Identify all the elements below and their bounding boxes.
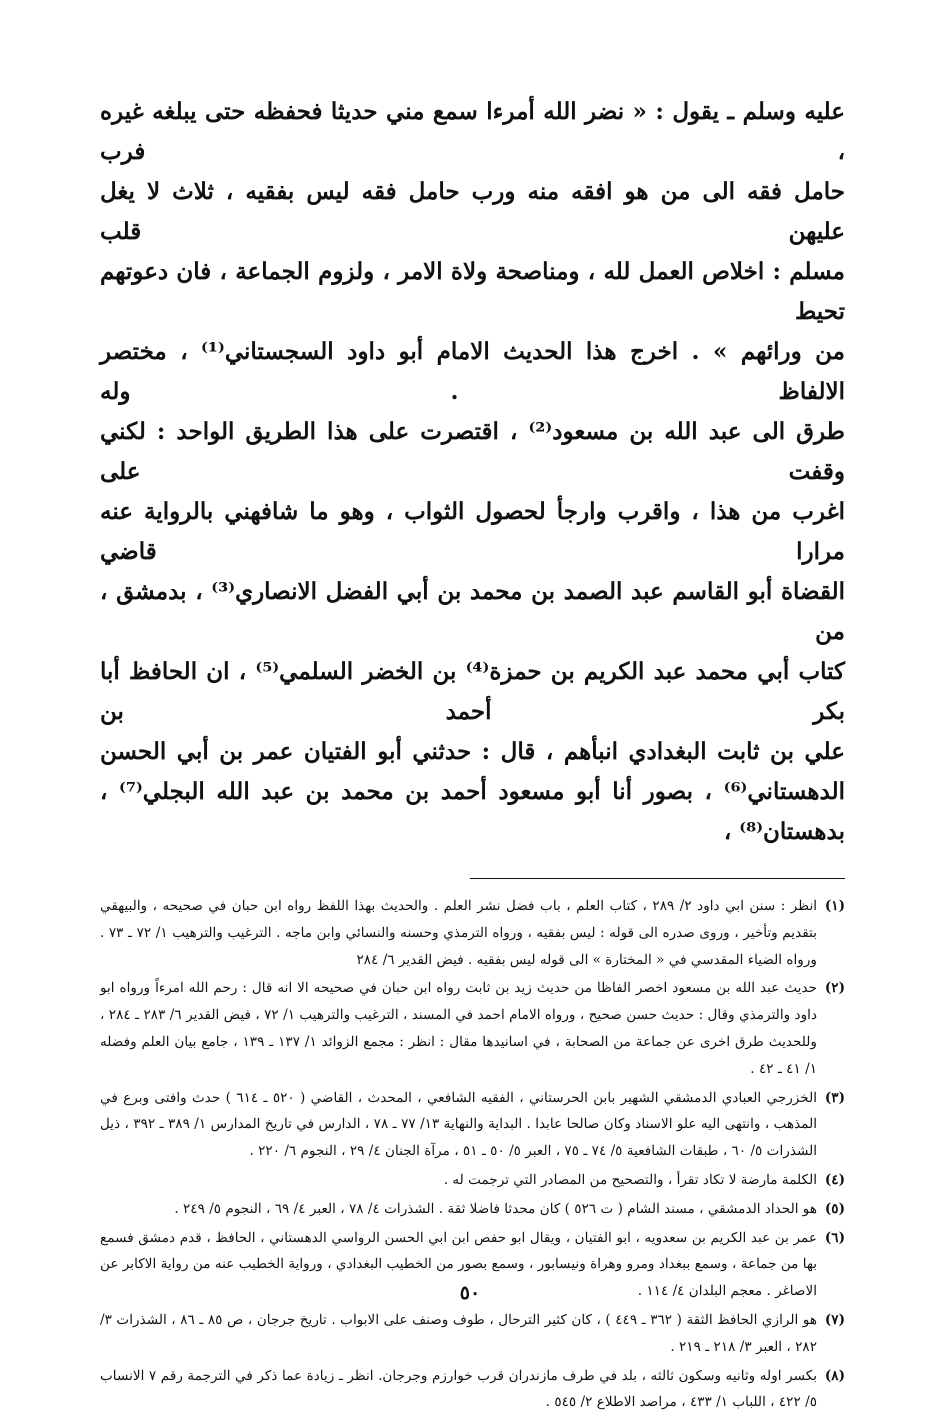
footnote-number: (١) [824,898,845,914]
footnote-number: (٢) [824,980,845,997]
body-line: كتاب أبي محمد عبد الكريم بن حمزة⁽⁴⁾ بن الخضر السلمي⁽⁵⁾ ، ان الحافظ أبا بكر أحمد بن [100,658,846,725]
footnote-text: حديث عبد الله بن مسعود اخصر الفاظا من حديث زيد بن ثابت رواه ابن حبان في صحيحه الا انه قال : رحم الله امرءاً ورواه ابو داود والترمذي وقال : حديث حسن صحيح ، ورواه الامام احمد في المسند ، الترغيب والترهيب ١/ ٧٢ ، فيض القدير ٦/ ٢٨٣ ـ ٢٨٤ ، وللحديث طرق اخرى عن جماعة من الصحابة ، في اسانيدها مقال : انظر : مجمع الزوائد ١/ ١٣٧ ـ ١٣٩ ، جامع بيان العلم وفضله ١/ ٤١ ـ ٤٢ . [100,980,818,1077]
body-line: علي بن ثابت البغدادي انبأهم ، قال : حدثني أبو الفتيان عمر بن أبي الحسن [100,738,845,765]
body-line: الدهستاني⁽⁶⁾ ، بصور أنا أبو مسعود أحمد بن محمد بن عبد الله البجلي⁽⁷⁾ ، بدهستان⁽⁸⁾ ، [100,778,846,845]
body-line: عليه وسلم ـ يقول : « نضر الله أمرءا سمع مني حديثا فحفظه حتى يبلغه غيره ، فرب [100,98,845,165]
footnote-text: هو الحداد الدمشقي ، مسند الشام ( ت ٥٢٦ ) كان محدثا فاضلا ثقة . الشذرات ٤/ ٧٨ ، العبر ٤/ ٦٩ ، النجوم ٥/ ٢٤٩ . [174,1200,817,1217]
footnote-number: (٨) [824,1367,845,1384]
footnote-text: انظر : سنن ابي داود ٢/ ٢٨٩ ، كتاب العلم ، باب فضل نشر العلم . والحديث بهذا اللفظ رواه ابن حبان في صحيحه ، والبيهقي بتقديم وتأخير ، وروى صدره الى قوله : ليس بفقيه ، ورواه الترمذي وحسنه والنسائي وابن ماجه . الترغيب والترهيب ١/ ٧٢ ـ ٧٣ . ورواه الضياء المقدسي في « المختارة » الى قوله ليس بفقيه . فيض القدير ٦/ ٢٨٤ [100,898,818,968]
footnote-1 [100,893,845,973]
footnote-number: (٤) [824,1171,845,1188]
footnote-divider [470,878,845,879]
main-text [100,92,845,852]
footnote-number: (٣) [824,1089,845,1106]
footnote-text: الخزرجي العبادي الدمشقي الشهير بابن الحرستاني ، الفقيه الشافعي ، المحدث ، القاضي ( ٥٢٠ ـ ٦١٤ ) حدث وافتى وبرع في المذهب ، وانتهى اليه علو الاسناد وكان صالحا عابدا . البداية والنهاية ١٣/ ٧٧ ـ ٧٨ ، الدارس في تاريخ المدارس ١/ ٣٨٩ ـ ٣٩٢ ، ذيل الشذرات ٥/ ٦٠ ، طبقات الشافعية ٥/ ٧٤ ـ ٧٥ ، العبر ٥/ ٥٠ ـ ٥١ ، مرآة الجنان ٤/ ٢٩ ، النجوم ٦/ ٢٢٠ . [100,1089,818,1160]
footnote-8 [100,1363,845,1417]
footnote-text: بكسر اوله وثانيه وسكون ثالثه ، بلد في طرف مازندران قرب خوارزم وجرجان. انظر ـ زيادة عما ذكر في الترجمة رقم ٧ الانساب ٥/ ٤٢٢ ، اللباب ١/ ٤٣٣ ، مراصد الاطلاع ٢/ ٥٤٥ . [100,1367,817,1411]
body-line: اغرب من هذا ، واقرب وارجأ لحصول الثواب ، وهو ما شافهني بالرواية عنه مرارا قاضي [100,498,845,565]
body-line: من ورائهم » . اخرج هذا الحديث الامام أبو داود السجستاني⁽¹⁾ ، مختصر الالفاظ . وله [100,338,846,405]
body-line: حامل فقه الى من هو افقه منه ورب حامل فقه ليس بفقيه ، ثلاث لا يغل عليهن قلب [100,178,845,245]
footnote-3 [100,1085,845,1165]
footnote-text: هو الرازي الحافظ الثقة ( ٣٦٢ ـ ٤٤٩ ) ، كان كثير الترحال ، طوف وصنف على الابواب . تاريخ جرجان ، ص ٨٥ ـ ٨٦ ، الشذرات ٣/ ٢٨٢ ، العبر ٣/ ٢١٨ ـ ٢١٩ . [100,1311,818,1355]
footnote-text: الكلمة مارضة لا تكاد تقرأ ، والتصحيح من المصادر التي ترجمت له . [443,1171,817,1188]
footnote-5 [100,1196,845,1223]
footnote-4 [100,1167,845,1194]
footnote-text: عمر بن عبد الكريم بن سعدويه ، ابو الفتيان ، ويقال ابو حفص ابن ابي الحسن الرواسي الدهستاني ، الحافظ ، قدم دمشق فسمع بها من جماعة ، وسمع ببغداد ومرو وهراة ونيسابور ، وسمع بصور من الخطيب البغدادي ، ورواية الخطيب عنه من رواية الاكابر عن الاصاغر . معجم البلدان ٤/ ١١٤ . [100,1229,817,1300]
footnote-7 [100,1307,845,1361]
footnote-2 [100,975,845,1082]
footnote-number: (٥) [824,1200,845,1217]
page [100,92,845,1418]
footnote-number: (٦) [824,1229,845,1246]
body-line: طرق الى عبد الله بن مسعود⁽²⁾ ، اقتصرت على هذا الطريق الواحد : لكني وقفت على [100,418,845,485]
page-number: ٥٠ [459,1282,481,1304]
body-line: القضاة أبو القاسم عبد الصمد بن محمد بن أبي الفضل الانصاري⁽³⁾ ، بدمشق ، من [100,578,846,645]
footnote-number: (٧) [824,1311,845,1328]
body-line: مسلم : اخلاص العمل لله ، ومناصحة ولاة الامر ، ولزوم الجماعة ، فان دعوتهم تحيط [100,258,845,325]
footnotes [100,893,845,1416]
